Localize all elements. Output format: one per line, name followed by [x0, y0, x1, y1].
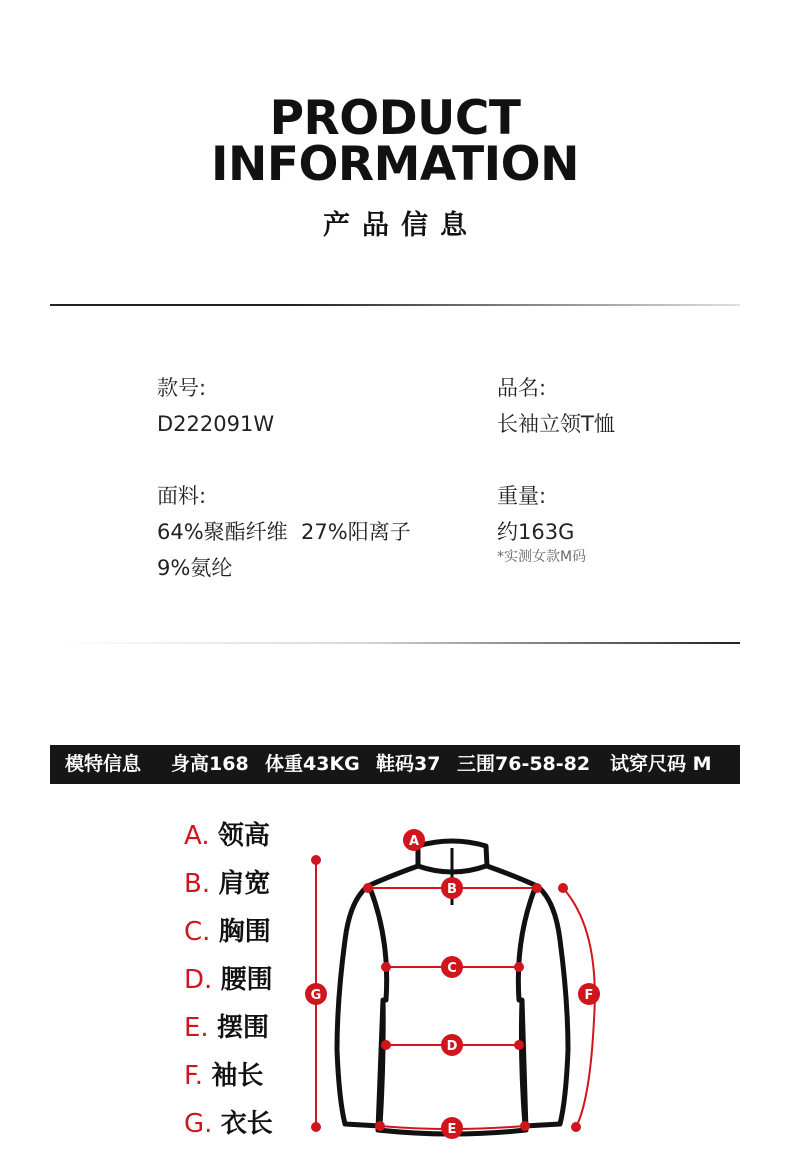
- style-no-value: D222091W: [157, 412, 275, 436]
- model-shoe-size: 鞋码37: [376, 753, 441, 775]
- legend-text: 衣长: [220, 1109, 273, 1139]
- marker-e: [441, 1117, 463, 1139]
- weight-value: 约163G: [497, 520, 575, 544]
- model-height: 身高168: [171, 753, 249, 775]
- legend-key: E.: [184, 1013, 209, 1043]
- legend-text: 袖长: [211, 1061, 264, 1091]
- marker-d: [441, 1034, 463, 1056]
- marker-g-label: G: [310, 988, 322, 1003]
- marker-c: [441, 956, 463, 978]
- model-measurements: 三围76-58-82: [457, 753, 591, 775]
- marker-d-label: D: [446, 1039, 458, 1054]
- weight-note: *实测女款M码: [497, 549, 587, 565]
- fabric-value-line2: 9%氨纶: [157, 556, 233, 580]
- marker-e-label: E: [447, 1122, 457, 1137]
- style-no-label: 款号:: [157, 376, 207, 400]
- legend-key: B.: [184, 869, 211, 899]
- model-weight: 体重43KG: [265, 753, 360, 775]
- fabric-label: 面料:: [157, 484, 207, 508]
- legend-text: 肩宽: [218, 869, 271, 899]
- marker-f: [578, 983, 600, 1005]
- marker-a-label: A: [408, 834, 420, 849]
- weight-label: 重量:: [497, 484, 547, 508]
- marker-a: [403, 829, 425, 851]
- marker-c-label: C: [447, 961, 457, 976]
- title-chinese: 产品信息: [323, 210, 479, 241]
- marker-f-label: F: [584, 988, 594, 1003]
- model-try-size: 试穿尺码 M: [610, 753, 712, 775]
- model-info-label: 模特信息: [65, 753, 142, 775]
- left-armhole: [370, 888, 387, 1000]
- legend-key: D.: [184, 965, 213, 995]
- legend-key: F.: [184, 1061, 204, 1091]
- right-armhole: [518, 888, 535, 1000]
- legend-text: 领高: [217, 821, 270, 851]
- fabric-value-line1: 64%聚酯纤维 27%阳离子: [157, 520, 411, 544]
- title-line-2: INFORMATION: [211, 137, 579, 192]
- product-name-value: 长袖立领T恤: [497, 412, 615, 436]
- legend-text: 摆围: [216, 1013, 269, 1043]
- legend-text: 腰围: [220, 965, 273, 995]
- legend-key: C.: [184, 917, 211, 947]
- legend-text: 胸围: [218, 917, 271, 947]
- title-line-1: PRODUCT: [269, 91, 521, 146]
- legend-key: A.: [184, 821, 210, 851]
- legend-key: G.: [184, 1109, 213, 1139]
- marker-b-label: B: [447, 882, 457, 897]
- marker-b: [441, 877, 463, 899]
- product-name-label: 品名:: [497, 376, 547, 400]
- marker-g: [305, 983, 327, 1005]
